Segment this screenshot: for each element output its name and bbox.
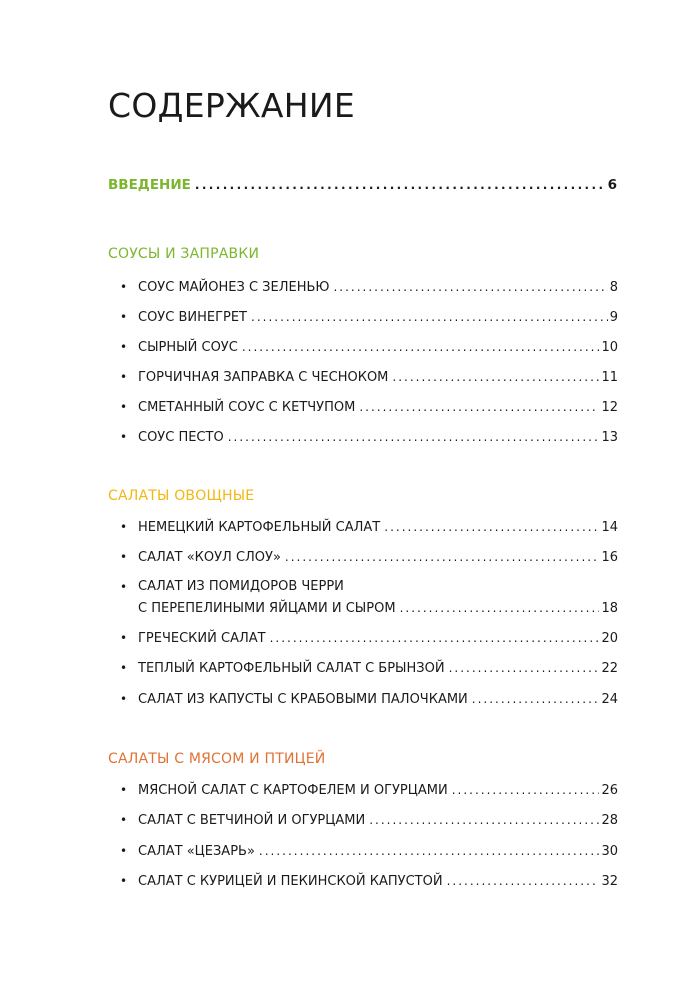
bullet-icon: • <box>120 400 128 414</box>
toc-entry[interactable] <box>138 811 618 830</box>
toc-entry-page: 22 <box>601 661 618 676</box>
toc-entry-title: САЛАТ «ЦЕЗАРЬ» <box>138 844 255 859</box>
toc-entry-title: САЛАТ «КОУЛ СЛОУ» <box>138 550 281 565</box>
bullet-icon: • <box>120 692 128 706</box>
bullet-icon: • <box>120 370 128 384</box>
dot-leader <box>359 398 599 416</box>
toc-entry[interactable] <box>138 781 618 800</box>
section-heading-meat-poultry-salads: САЛАТЫ С МЯСОМ И ПТИЦЕЙ <box>108 751 326 767</box>
toc-entry[interactable] <box>138 428 618 447</box>
toc-entry-title: САЛАТ С ВЕТЧИНОЙ И ОГУРЦАМИ <box>138 813 366 828</box>
dot-leader <box>242 338 600 356</box>
bullet-icon: • <box>120 520 128 534</box>
toc-entry-page: 6 <box>607 177 617 193</box>
toc-entry-page: 26 <box>601 783 618 798</box>
bullet-icon: • <box>120 280 128 294</box>
dot-leader <box>452 781 600 799</box>
toc-entry-page: 10 <box>601 340 618 355</box>
dot-leader <box>472 690 600 708</box>
section-heading-sauces: СОУСЫ И ЗАПРАВКИ <box>108 246 260 262</box>
toc-entry[interactable] <box>138 398 618 417</box>
toc-entry[interactable] <box>138 548 618 567</box>
toc-entry-title: СОУС МАЙОНЕЗ С ЗЕЛЕНЬЮ <box>138 280 330 295</box>
toc-entry-title: ГРЕЧЕСКИЙ САЛАТ <box>138 631 266 646</box>
bullet-icon: • <box>120 874 128 888</box>
bullet-icon: • <box>120 580 128 594</box>
toc-entry-title: НЕМЕЦКИЙ КАРТОФЕЛЬНЫЙ САЛАТ <box>138 520 381 535</box>
dot-leader <box>369 811 599 829</box>
dot-leader <box>285 548 600 566</box>
bullet-icon: • <box>120 783 128 797</box>
toc-entry[interactable] <box>138 872 618 891</box>
bullet-icon: • <box>120 430 128 444</box>
toc-entry[interactable] <box>138 629 618 648</box>
dot-leader <box>447 872 600 890</box>
dot-leader <box>392 368 599 386</box>
toc-entry-title: ВВЕДЕНИЕ <box>108 177 191 193</box>
toc-entry-page: 14 <box>601 520 618 535</box>
dot-leader <box>251 308 608 326</box>
page-title: СОДЕРЖАНИЕ <box>108 86 356 125</box>
toc-entry[interactable] <box>138 599 618 618</box>
toc-entry-introduction[interactable] <box>108 176 617 194</box>
toc-entry[interactable] <box>138 338 618 357</box>
dot-leader <box>270 629 600 647</box>
toc-entry-page: 32 <box>601 874 618 889</box>
section-heading-vegetable-salads: САЛАТЫ ОВОЩНЫЕ <box>108 488 255 504</box>
bullet-icon: • <box>120 631 128 645</box>
toc-entry-title: СОУС ВИНЕГРЕТ <box>138 310 247 325</box>
toc-entry-title: ТЕПЛЫЙ КАРТОФЕЛЬНЫЙ САЛАТ С БРЫНЗОЙ <box>138 661 445 676</box>
toc-entry-page: 28 <box>601 813 618 828</box>
bullet-icon: • <box>120 340 128 354</box>
toc-entry-page: 30 <box>601 844 618 859</box>
dot-leader <box>449 659 600 677</box>
bullet-icon: • <box>120 550 128 564</box>
dot-leader <box>259 842 600 860</box>
toc-entry-title: ГОРЧИЧНАЯ ЗАПРАВКА С ЧЕСНОКОМ <box>138 370 389 385</box>
dot-leader <box>333 278 607 296</box>
toc-entry[interactable] <box>138 278 618 297</box>
toc-entry-title: САЛАТ С КУРИЦЕЙ И ПЕКИНСКОЙ КАПУСТОЙ <box>138 874 443 889</box>
toc-entry-title: САЛАТ ИЗ КАПУСТЫ С КРАБОВЫМИ ПАЛОЧКАМИ <box>138 692 468 707</box>
dot-leader <box>400 599 600 617</box>
toc-entry[interactable] <box>138 368 618 387</box>
toc-entry[interactable] <box>138 518 618 537</box>
bullet-icon: • <box>120 310 128 324</box>
toc-entry-page: 8 <box>609 280 618 295</box>
toc-entry-page: 20 <box>601 631 618 646</box>
toc-entry-page: 12 <box>601 400 618 415</box>
toc-entry-title-line1: САЛАТ ИЗ ПОМИДОРОВ ЧЕРРИ <box>138 579 344 594</box>
toc-entry-page: 9 <box>609 310 618 325</box>
toc-entry-page: 11 <box>601 370 618 385</box>
toc-entry-page: 18 <box>601 601 618 616</box>
toc-entry-title: СОУС ПЕСТО <box>138 430 224 445</box>
toc-entry-page: 16 <box>601 550 618 565</box>
toc-entry-title: СМЕТАННЫЙ СОУС С КЕТЧУПОМ <box>138 400 356 415</box>
bullet-icon: • <box>120 661 128 675</box>
toc-entry-page: 24 <box>601 692 618 707</box>
toc-entry-page: 13 <box>601 430 618 445</box>
toc-entry[interactable] <box>138 842 618 861</box>
toc-entry[interactable] <box>138 659 618 678</box>
bullet-icon: • <box>120 813 128 827</box>
toc-entry[interactable] <box>138 690 618 709</box>
toc-entry[interactable] <box>138 308 618 327</box>
toc-entry-title: С ПЕРЕПЕЛИНЫМИ ЯЙЦАМИ И СЫРОМ <box>138 601 396 616</box>
dot-leader <box>384 518 599 536</box>
toc-entry-title: МЯСНОЙ САЛАТ С КАРТОФЕЛЕМ И ОГУРЦАМИ <box>138 783 448 798</box>
dot-leader <box>228 428 600 446</box>
toc-entry-title: СЫРНЫЙ СОУС <box>138 340 238 355</box>
bullet-icon: • <box>120 844 128 858</box>
dot-leader <box>195 176 606 194</box>
